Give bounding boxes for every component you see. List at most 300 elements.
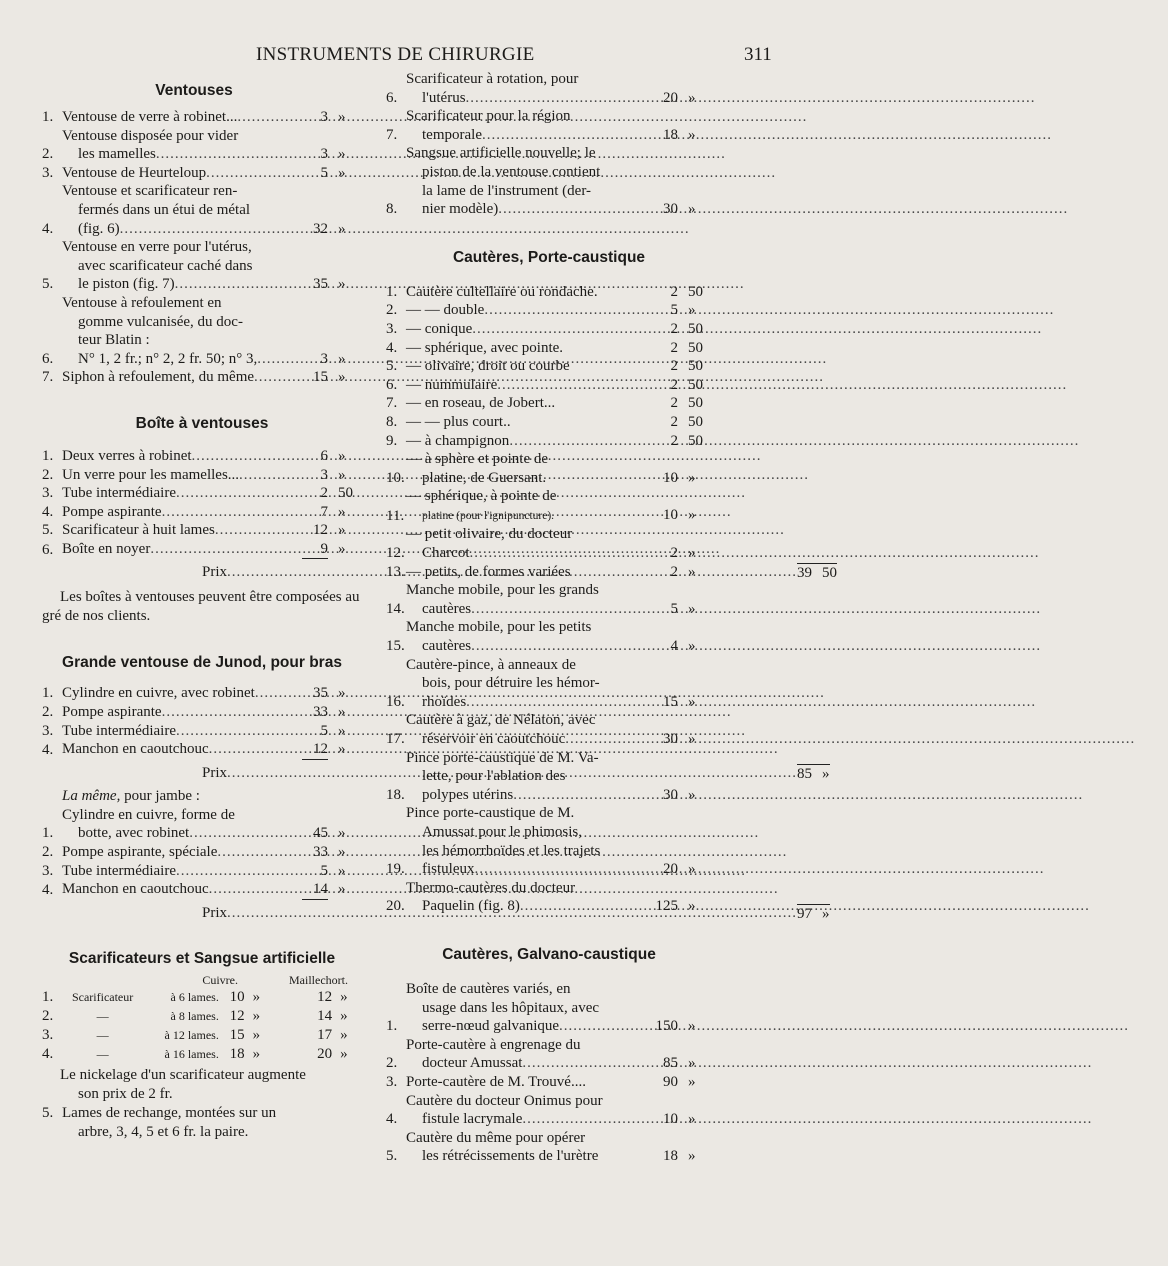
total-label: Prix bbox=[202, 764, 228, 781]
item-line bbox=[406, 107, 712, 126]
item-number: 13. bbox=[386, 563, 405, 580]
item-line bbox=[406, 693, 712, 712]
item-line bbox=[406, 656, 712, 675]
list-item bbox=[386, 563, 712, 582]
item-body bbox=[62, 108, 362, 127]
item-text: Tube intermédiaire bbox=[62, 722, 177, 739]
item-cents: » bbox=[688, 898, 696, 915]
item-body bbox=[406, 320, 712, 339]
item-line bbox=[62, 182, 362, 201]
item-cents: » bbox=[688, 1055, 696, 1072]
leader-dots bbox=[162, 503, 302, 522]
item-text: (fig. 6) bbox=[78, 220, 120, 237]
item-body bbox=[62, 806, 362, 843]
list-item bbox=[386, 70, 712, 107]
leader-dots bbox=[565, 730, 652, 749]
item-number: 7. bbox=[42, 369, 54, 386]
cents-cuivre: » bbox=[252, 1007, 261, 1024]
item-text: fermés dans un étui de métal bbox=[78, 201, 251, 218]
item-number: 5. bbox=[386, 358, 398, 375]
item-price: 2 bbox=[670, 545, 678, 562]
cents-maillechort: » bbox=[340, 988, 348, 1005]
item-cents: » bbox=[338, 109, 346, 125]
item-price: 2 bbox=[670, 563, 678, 580]
item-text: Tube intermédiaire bbox=[62, 485, 177, 502]
item-text: Pompe aspirante bbox=[62, 503, 162, 520]
total-price: 97 bbox=[797, 905, 813, 922]
item-cents: » bbox=[338, 466, 346, 483]
total-cents: » bbox=[812, 904, 830, 924]
item-body bbox=[406, 525, 712, 562]
item-text: platine (pour l'ignipuncture). bbox=[422, 509, 555, 522]
item-price: 35 bbox=[313, 276, 328, 293]
item-line bbox=[406, 339, 712, 358]
item-cents: » bbox=[688, 89, 696, 106]
item-number: 14. bbox=[386, 600, 405, 617]
item-body bbox=[406, 749, 712, 805]
item-price: 90 bbox=[663, 1073, 678, 1090]
item-cents: » bbox=[338, 164, 346, 181]
item-text: — petits, de formes variées bbox=[406, 563, 571, 580]
item-text: Porte-cautère de M. Trouvé.... bbox=[406, 1073, 586, 1090]
item-text: Manchon en caoutchouc bbox=[62, 881, 209, 898]
item-line bbox=[406, 376, 712, 395]
item-cents: 50 bbox=[688, 413, 703, 430]
item-number: 12. bbox=[386, 545, 405, 562]
leader-dots bbox=[176, 722, 302, 741]
item-body bbox=[406, 301, 712, 320]
item-text: avec scarificateur caché dans bbox=[78, 257, 253, 274]
item-price: 5 bbox=[320, 862, 328, 879]
item-text: le piston (fig. 7) bbox=[78, 276, 175, 293]
item-number: 3. bbox=[42, 164, 54, 181]
item-body bbox=[406, 581, 712, 618]
list-item bbox=[42, 238, 362, 294]
total-label: Prix bbox=[202, 904, 228, 921]
item-cents: » bbox=[688, 1148, 696, 1165]
leader-dots bbox=[254, 368, 302, 387]
price-maillechort: 20 bbox=[317, 1045, 333, 1062]
item-cents: » bbox=[338, 704, 346, 721]
scarif-column-headers bbox=[42, 970, 362, 988]
item-text: Sangsue artificielle nouvelle; le bbox=[406, 145, 596, 162]
item-line bbox=[406, 767, 712, 786]
item-cents: » bbox=[688, 201, 696, 218]
item-price: 2 bbox=[670, 376, 678, 393]
item-number: 4. bbox=[42, 742, 54, 759]
item-number: 2. bbox=[386, 1055, 398, 1072]
list-item bbox=[42, 540, 362, 560]
item-text: Charcot bbox=[422, 545, 470, 562]
item-price: 15 bbox=[663, 693, 678, 710]
leader-dots bbox=[255, 684, 302, 703]
item-text: temporale bbox=[422, 126, 482, 143]
item-line bbox=[406, 749, 712, 768]
item-line bbox=[406, 450, 712, 469]
list-item bbox=[42, 368, 362, 387]
item-text: Boîte en noyer bbox=[62, 540, 151, 557]
total-cents: 50 bbox=[812, 563, 837, 583]
list-item bbox=[386, 525, 712, 562]
total-price: 85 bbox=[797, 765, 813, 782]
item-body bbox=[62, 880, 362, 900]
item-number: 9. bbox=[386, 432, 398, 449]
item-number: 2. bbox=[42, 1007, 54, 1024]
list-item bbox=[386, 618, 712, 655]
item-cents: » bbox=[338, 503, 346, 520]
item-line bbox=[62, 806, 362, 825]
item-text: Cylindre en cuivre, avec robinet bbox=[62, 685, 255, 702]
galvano-list bbox=[386, 980, 712, 1166]
item-cents: » bbox=[338, 350, 346, 367]
list-item bbox=[42, 447, 362, 466]
item-price: 18 bbox=[663, 1148, 678, 1165]
list-item bbox=[386, 879, 712, 916]
item-line bbox=[62, 862, 362, 881]
item-number: 1. bbox=[386, 283, 398, 300]
section-title-boite: Boîte à ventouses bbox=[135, 414, 269, 432]
item-text: Cautère à gaz, de Nélaton, avec bbox=[406, 712, 596, 729]
item-number: 3. bbox=[42, 1026, 54, 1043]
item-number: 4. bbox=[386, 1111, 398, 1128]
item-body bbox=[406, 413, 712, 432]
item-number: 20. bbox=[386, 898, 405, 915]
item-number: 8. bbox=[386, 201, 398, 218]
lames-rechange bbox=[42, 1104, 362, 1142]
item-line bbox=[406, 823, 712, 842]
item-body bbox=[406, 487, 712, 525]
item-body bbox=[62, 238, 362, 294]
price-cuivre: 10 bbox=[229, 988, 245, 1005]
item-text: Paquelin (fig. 8) bbox=[422, 898, 520, 915]
list-item bbox=[42, 521, 362, 540]
item-number: 1. bbox=[386, 1018, 398, 1035]
nickel-note-line: Le nickelage d'un scarificateur augmente bbox=[60, 1066, 306, 1083]
cents-maillechort: » bbox=[340, 1026, 348, 1043]
item-line bbox=[62, 127, 362, 146]
leader-dots bbox=[209, 740, 302, 759]
table-row bbox=[42, 1026, 362, 1045]
item-number: 6. bbox=[42, 350, 54, 367]
item-price: 30 bbox=[663, 201, 678, 218]
item-price: 6 bbox=[320, 447, 328, 464]
item-line bbox=[62, 350, 362, 369]
item-line bbox=[406, 786, 712, 805]
item-price: 2 bbox=[670, 339, 678, 356]
jambe-list bbox=[42, 806, 362, 900]
item-line bbox=[62, 294, 362, 313]
item-line bbox=[62, 703, 362, 722]
boite-list bbox=[42, 447, 362, 560]
item-cents: » bbox=[688, 506, 696, 523]
item-text: cautères bbox=[422, 638, 472, 655]
item-cents: » bbox=[338, 522, 346, 539]
item-body bbox=[62, 703, 362, 722]
list-item bbox=[386, 107, 712, 144]
item-number: 15. bbox=[386, 638, 405, 655]
item-price: 2 bbox=[670, 395, 678, 412]
nickel-note bbox=[42, 1066, 362, 1104]
item-line bbox=[406, 525, 712, 544]
item-cents: 50 bbox=[688, 395, 703, 412]
section-title-ventouses: Ventouses bbox=[155, 82, 233, 99]
list-item bbox=[386, 581, 712, 618]
ventouses-list bbox=[42, 108, 362, 387]
item-price: 5 bbox=[320, 722, 328, 739]
list-item bbox=[386, 711, 712, 748]
item-price: 30 bbox=[663, 786, 678, 803]
item-price: 85 bbox=[663, 1055, 678, 1072]
leader-dots bbox=[482, 126, 652, 145]
leader-dots bbox=[471, 600, 652, 619]
item-text: Cautère du docteur Onimus pour bbox=[406, 1092, 603, 1109]
item-price: 12 bbox=[302, 740, 328, 760]
item-text: gomme vulcanisée, du doc- bbox=[78, 313, 243, 330]
item-line bbox=[406, 600, 712, 619]
leader-dots bbox=[469, 544, 652, 563]
list-item bbox=[42, 127, 362, 164]
list-item bbox=[386, 487, 712, 525]
item-line bbox=[406, 897, 712, 916]
list-item bbox=[386, 804, 712, 878]
item-line bbox=[62, 331, 362, 350]
item-cents: 50 bbox=[688, 283, 703, 300]
item-number: 4. bbox=[42, 503, 54, 520]
item-body bbox=[406, 1073, 712, 1092]
item-price: 2 bbox=[670, 358, 678, 375]
item-number: 6. bbox=[386, 376, 398, 393]
item-number: 6. bbox=[42, 541, 54, 558]
item-number: 1. bbox=[42, 685, 54, 702]
item-cents: » bbox=[338, 825, 346, 842]
item-text: — nummulaire bbox=[406, 376, 498, 393]
item-number: 1. bbox=[42, 825, 54, 842]
item-line bbox=[406, 89, 712, 108]
item-text: bois, pour détruire les hémor- bbox=[422, 675, 600, 692]
cents-cuivre: » bbox=[252, 1026, 261, 1043]
item-line bbox=[406, 711, 712, 730]
item-body bbox=[62, 684, 362, 703]
list-item bbox=[386, 394, 712, 413]
leader-dots bbox=[257, 350, 302, 369]
item-body bbox=[406, 70, 712, 107]
cents-maillechort: » bbox=[340, 1045, 348, 1062]
lames-line: Lames de rechange, montées sur un bbox=[62, 1104, 277, 1121]
item-line bbox=[406, 394, 712, 413]
item-cents: » bbox=[338, 220, 346, 237]
item-number: 10. bbox=[386, 469, 405, 486]
item-text: Scarificateur pour la région bbox=[406, 108, 571, 125]
item-body bbox=[406, 1092, 712, 1129]
item-line bbox=[62, 521, 362, 540]
price-maillechort: 12 bbox=[317, 988, 333, 1005]
item-line bbox=[406, 320, 712, 339]
item-body bbox=[62, 164, 362, 183]
item-text: Ventouse en verre pour l'utérus, bbox=[62, 239, 252, 256]
item-line bbox=[406, 879, 712, 898]
item-line bbox=[406, 1110, 712, 1129]
item-text: Ventouse disposée pour vider bbox=[62, 127, 239, 144]
list-item bbox=[42, 722, 362, 741]
item-line bbox=[406, 70, 712, 89]
item-cents: » bbox=[338, 540, 346, 557]
item-body bbox=[406, 357, 712, 376]
item-line bbox=[406, 842, 712, 861]
boite-note: Les boîtes à ventouses peuvent être composées au gré de nos clients. bbox=[42, 589, 360, 625]
jambe-intro bbox=[42, 787, 362, 806]
item-text: Ventouse de Heurteloup bbox=[62, 164, 207, 181]
item-body bbox=[406, 432, 712, 451]
item-cents: 50 bbox=[688, 376, 703, 393]
item-line bbox=[406, 1129, 712, 1148]
list-item bbox=[42, 684, 362, 703]
list-item bbox=[386, 1129, 712, 1166]
item-text: teur Blatin : bbox=[78, 332, 150, 349]
item-line bbox=[62, 722, 362, 741]
leader-dots bbox=[176, 862, 302, 881]
item-cents: » bbox=[688, 693, 696, 710]
porte-list bbox=[386, 283, 712, 916]
leader-dots bbox=[497, 376, 652, 395]
item-text: fistuleux bbox=[422, 861, 475, 878]
item-lames: à 16 lames. bbox=[164, 1046, 219, 1061]
item-text: rhoïdes bbox=[422, 693, 467, 710]
item-text: Cautère cultellaire ou rondache. bbox=[406, 283, 598, 300]
item-line bbox=[406, 1092, 712, 1111]
running-title: INSTRUMENTS DE CHIRURGIE bbox=[256, 44, 535, 65]
item-price: 2 bbox=[320, 485, 328, 502]
item-line bbox=[62, 164, 362, 183]
item-text: N° 1, 2 fr.; n° 2, 2 fr. 50; n° 3, bbox=[78, 350, 258, 367]
item-cents: » bbox=[338, 844, 346, 861]
leader-dots bbox=[206, 164, 302, 183]
junod-list bbox=[42, 684, 362, 759]
item-cents: » bbox=[688, 1073, 696, 1090]
item-number: 3. bbox=[42, 722, 54, 739]
item-price: 2 bbox=[670, 320, 678, 337]
item-line bbox=[406, 581, 712, 600]
nickel-note-line: son prix de 2 fr. bbox=[78, 1085, 173, 1102]
item-line bbox=[406, 563, 712, 582]
item-text: usage dans les hôpitaux, avec bbox=[422, 999, 600, 1016]
item-body bbox=[406, 1036, 712, 1073]
list-item bbox=[42, 294, 362, 368]
item-price: 125 bbox=[655, 898, 678, 915]
item-line bbox=[62, 201, 362, 220]
list-item bbox=[386, 432, 712, 451]
item-number: 3. bbox=[386, 1073, 398, 1090]
item-price: 2 bbox=[670, 413, 678, 430]
item-price: 5 bbox=[670, 302, 678, 319]
leader-dots bbox=[472, 320, 652, 339]
leader-dots bbox=[120, 220, 302, 239]
item-body bbox=[406, 563, 712, 582]
item-cents: 50 bbox=[688, 339, 703, 356]
item-body bbox=[406, 450, 712, 487]
list-item bbox=[386, 980, 712, 1036]
list-item bbox=[42, 703, 362, 722]
item-text: — petit olivaire, du docteur bbox=[406, 526, 573, 543]
item-number: 1. bbox=[42, 109, 54, 125]
item-price: 7 bbox=[320, 503, 328, 520]
leader-dots bbox=[150, 540, 302, 559]
item-text: Manche mobile, pour les petits bbox=[406, 619, 592, 636]
item-number: 7. bbox=[386, 395, 398, 412]
item-price: 33 bbox=[313, 844, 328, 861]
item-number: 5. bbox=[386, 1148, 398, 1165]
item-line bbox=[406, 126, 712, 145]
item-text: Un verre pour les mamelles... bbox=[62, 466, 240, 483]
item-cents: » bbox=[338, 722, 346, 739]
item-number: 1. bbox=[42, 447, 54, 464]
jambe-rest: pour jambe : bbox=[120, 787, 200, 804]
list-item bbox=[42, 806, 362, 843]
item-body bbox=[406, 879, 712, 916]
item-line bbox=[62, 447, 362, 466]
item-line bbox=[406, 1054, 712, 1073]
item-text: — sphérique, avec pointe. bbox=[406, 339, 564, 356]
item-price: 2 bbox=[670, 432, 678, 449]
item-line bbox=[406, 999, 712, 1018]
item-line bbox=[406, 860, 712, 879]
item-text: l'utérus bbox=[422, 89, 466, 106]
item-body bbox=[406, 376, 712, 395]
item-cents: » bbox=[688, 126, 696, 143]
item-number: 16. bbox=[386, 693, 405, 710]
item-number: 2. bbox=[42, 704, 54, 721]
item-number: 1. bbox=[42, 988, 54, 1005]
item-cents: » bbox=[688, 302, 696, 319]
leader-dots bbox=[498, 200, 652, 219]
list-item bbox=[386, 450, 712, 487]
item-text: Pompe aspirante, spéciale bbox=[62, 844, 218, 861]
item-line bbox=[62, 466, 362, 485]
cents-cuivre: » bbox=[252, 988, 261, 1005]
item-price: 20 bbox=[663, 89, 678, 106]
table-row bbox=[42, 1045, 362, 1064]
item-price: 3 bbox=[320, 146, 328, 163]
item-number: 5. bbox=[42, 522, 54, 539]
item-text: Deux verres à robinet bbox=[62, 447, 192, 464]
item-number: 4. bbox=[42, 882, 54, 899]
item-price: 33 bbox=[313, 704, 328, 721]
list-item bbox=[386, 283, 712, 302]
item-number: 4. bbox=[386, 339, 398, 356]
item-number: 3. bbox=[42, 485, 54, 502]
leader-dots bbox=[189, 824, 302, 843]
item-number: 19. bbox=[386, 861, 405, 878]
item-line bbox=[406, 357, 712, 376]
item-body bbox=[62, 740, 362, 760]
item-body bbox=[406, 107, 712, 144]
item-text: Cylindre en cuivre, forme de bbox=[62, 806, 235, 823]
item-cents: » bbox=[688, 1018, 696, 1035]
item-text: polypes utérins bbox=[422, 786, 514, 803]
item-body bbox=[406, 656, 712, 712]
item-text: serre-nœud galvanique bbox=[422, 1018, 560, 1035]
item-text: Scarificateur à huit lames bbox=[62, 522, 215, 539]
item-text: la lame de l'instrument (der- bbox=[422, 182, 592, 199]
item-price: 2 bbox=[670, 283, 678, 300]
item-line bbox=[406, 980, 712, 999]
item-price: 45 bbox=[313, 825, 328, 842]
item-price: 5 bbox=[670, 600, 678, 617]
item-cents: » bbox=[688, 1111, 696, 1128]
item-body bbox=[62, 466, 362, 485]
item-line bbox=[62, 740, 362, 760]
item-text: Thermo-cautères du docteur bbox=[406, 879, 576, 896]
item-cents: » bbox=[338, 146, 346, 163]
